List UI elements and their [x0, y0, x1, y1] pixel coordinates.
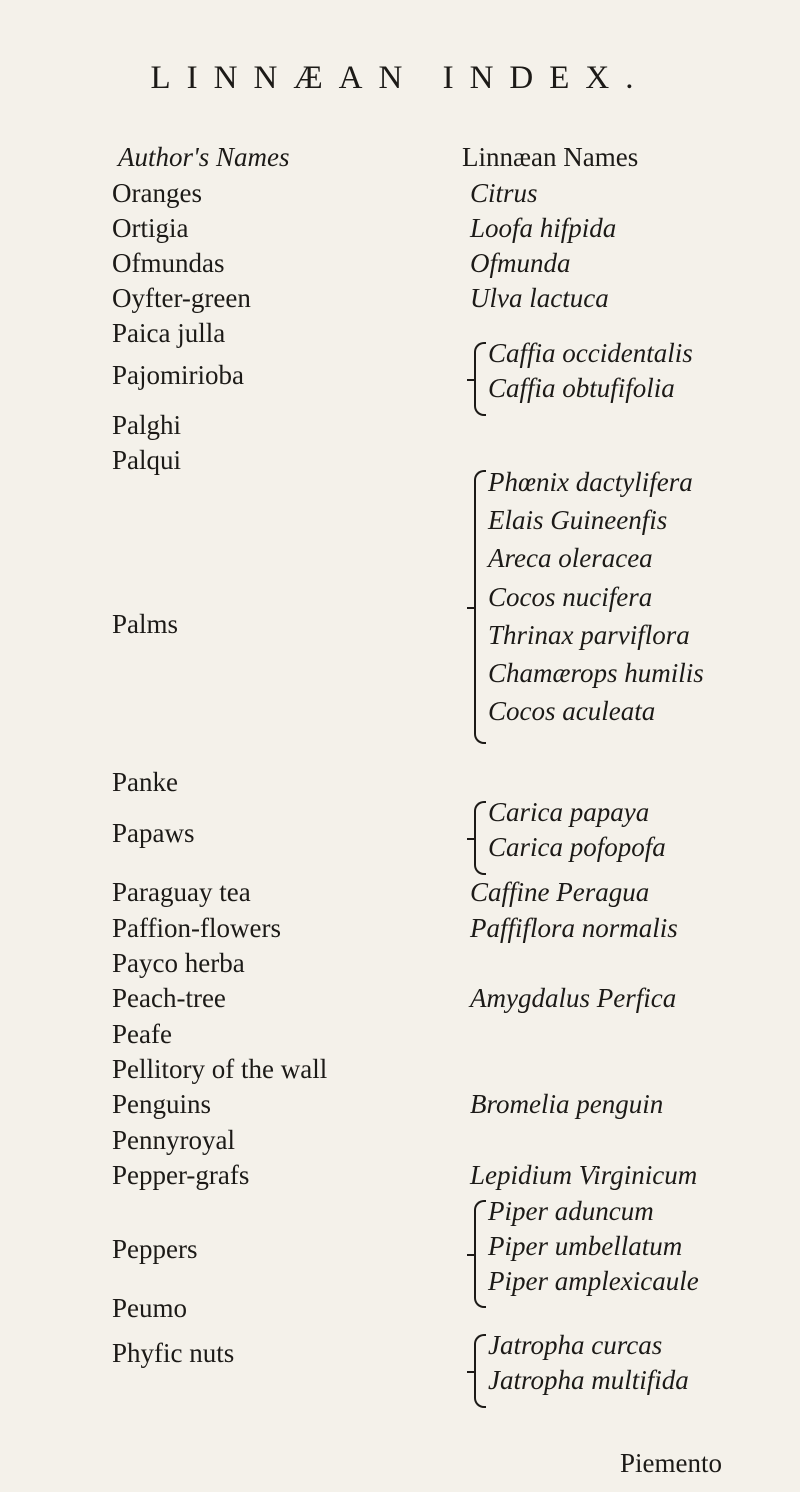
linnaean-name: Chamærops humilis	[488, 658, 704, 688]
linnaean-name: Ulva lactuca	[470, 283, 609, 313]
author-name: Oyfter-green	[112, 283, 251, 313]
linnaean-name: Areca oleracea	[488, 543, 653, 573]
author-name: Paica julla	[112, 318, 226, 348]
author-names-heading: Author's Names	[118, 142, 290, 172]
author-name: Paraguay tea	[112, 877, 251, 907]
linnaean-name: Ofmunda	[470, 248, 571, 278]
linnaean-name: Thrinax parviflora	[488, 620, 690, 650]
author-name: Pepper-grafs	[112, 1160, 250, 1190]
linnaean-name: Jatropha curcas	[488, 1330, 663, 1360]
author-name: Ortigia	[112, 213, 189, 243]
linnaean-name: Caffia occidentalis	[488, 338, 693, 368]
author-name: Peafe	[112, 1019, 172, 1049]
linnaean-name: Carica pofopofa	[488, 832, 666, 862]
author-name: Pennyroyal	[112, 1125, 235, 1155]
author-name: Peppers	[112, 1234, 198, 1264]
brace-bracket	[474, 801, 486, 875]
linnaean-name: Cocos nucifera	[488, 582, 653, 612]
brace-bracket	[474, 342, 486, 416]
linnaean-name: Loofa hifpida	[470, 213, 617, 243]
author-name: Papaws	[112, 818, 195, 848]
linnaean-name: Bromelia penguin	[470, 1089, 664, 1119]
author-name: Palms	[112, 609, 179, 639]
page-header: LINNÆAN INDEX.	[150, 60, 650, 96]
linnaean-name: Piper amplexicaule	[488, 1266, 699, 1296]
author-name: Peumo	[112, 1293, 188, 1323]
brace-bracket	[474, 1200, 486, 1308]
linnaean-name: Caffia obtufifolia	[488, 373, 675, 403]
linnaean-name: Phœnix dactylifera	[488, 467, 693, 497]
linnaean-name: Carica papaya	[488, 797, 650, 827]
author-name: Oranges	[112, 178, 202, 208]
linnaean-name: Jatropha multifida	[488, 1365, 689, 1395]
linnaean-name: Amygdalus Perfica	[470, 983, 677, 1013]
linnaean-name: Piper umbellatum	[488, 1231, 683, 1261]
author-name: Pajomirioba	[112, 360, 244, 390]
linnaean-names-heading: Linnæan Names	[462, 142, 639, 172]
author-name: Palqui	[112, 445, 182, 475]
author-name: Pellitory of the wall	[112, 1054, 328, 1084]
linnaean-name: Piper aduncum	[488, 1196, 654, 1226]
linnaean-name: Citrus	[470, 178, 538, 208]
catchword: Piemento	[620, 1448, 722, 1478]
linnaean-name: Caffine Peragua	[470, 877, 650, 907]
author-name: Paffion-flowers	[112, 913, 281, 943]
author-name: Panke	[112, 767, 178, 797]
linnaean-name: Elais Guineenfis	[488, 505, 668, 535]
author-name: Peach-tree	[112, 983, 226, 1013]
author-name: Payco herba	[112, 948, 245, 978]
linnaean-name: Cocos aculeata	[488, 696, 656, 726]
linnaean-name: Lepidium Virginicum	[470, 1160, 698, 1190]
author-name: Ofmundas	[112, 248, 225, 278]
author-name: Palghi	[112, 410, 182, 440]
brace-bracket	[474, 1334, 486, 1408]
linnaean-name: Paffiflora normalis	[470, 913, 678, 943]
author-name: Penguins	[112, 1089, 212, 1119]
author-name: Phyfic nuts	[112, 1338, 235, 1368]
brace-bracket	[474, 470, 486, 744]
